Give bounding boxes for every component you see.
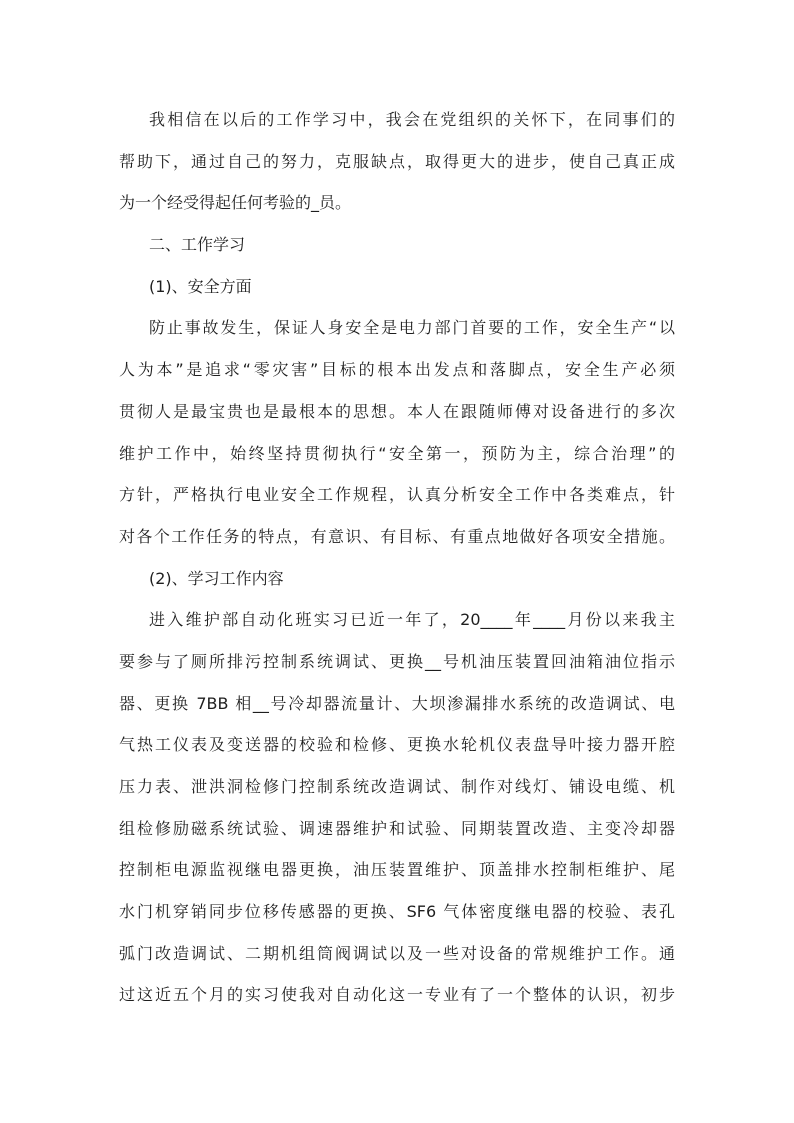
text-line: 为一个经受得起任何考验的_员。 [119, 193, 352, 213]
paragraph-closing [119, 99, 675, 224]
subheading-safety [119, 266, 675, 308]
text-line: 水门机穿销同步位移传感器的更换、SF6 气体密度继电器的校验、表孔 [119, 902, 675, 922]
text-line: 维护工作中，始终坚持贯彻执行“安全第一，预防为主，综合治理”的 [119, 443, 675, 463]
text-line: 我相信在以后的工作学习中，我会在党组织的关怀下，在同事们的 [149, 110, 675, 129]
text-line: 要参与了厕所排污控制系统调试、更换__号机油压装置回油箱油位指示 [119, 651, 675, 671]
text-line: 组检修励磁系统试验、调速器维护和试验、同期装置改造、主变冷却器 [119, 818, 675, 838]
heading-text: 二、工作学习 [149, 235, 246, 255]
text-line: 压力表、泄洪洞检修门控制系统改造调试、制作对线灯、铺设电缆、机 [119, 777, 675, 796]
text-line: 防止事故发生，保证人身安全是电力部门首要的工作，安全生产“以 [149, 318, 675, 338]
subheading-text: (2)、学习工作内容 [149, 568, 284, 588]
paragraph-work [119, 599, 675, 1016]
text-line: 对各个工作任务的特点，有意识、有目标、有重点地做好各项安全措施。 [119, 526, 675, 546]
paragraph-safety [119, 307, 675, 557]
text-line: 帮助下，通过自己的努力，克服缺点，取得更大的进步，使自己真正成 [119, 151, 675, 171]
text-line: 方针，严格执行电业安全工作规程，认真分析安全工作中各类难点，针 [119, 485, 675, 505]
document-body [119, 99, 675, 1016]
subheading-text: (1)、安全方面 [149, 276, 252, 296]
text-line: 过这近五个月的实习使我对自动化这一专业有了一个整体的认识，初步 [119, 985, 675, 1005]
text-line: 贯彻人是最宝贵也是最根本的思想。本人在跟随师傅对设备进行的多次 [119, 401, 675, 421]
text-line: 人为本”是追求“零灾害”目标的根本出发点和落脚点，安全生产必须 [119, 360, 675, 380]
section-heading [119, 224, 675, 266]
text-line: 进入维护部自动化班实习已近一年了，20____年____月份以来我主 [149, 610, 675, 630]
text-line: 控制柜电源监视继电器更换，油压装置维护、顶盖排水控制柜维护、尾 [119, 860, 675, 880]
text-line: 器、更换 7BB 相__号冷却器流量计、大坝渗漏排水系统的改造调试、电 [119, 693, 675, 713]
text-line: 气热工仪表及变送器的校验和检修、更换水轮机仪表盘导叶接力器开腔 [119, 735, 675, 755]
text-line: 弧门改造调试、二期机组筒阀调试以及一些对设备的常规维护工作。通 [119, 943, 675, 963]
subheading-content [119, 558, 675, 600]
